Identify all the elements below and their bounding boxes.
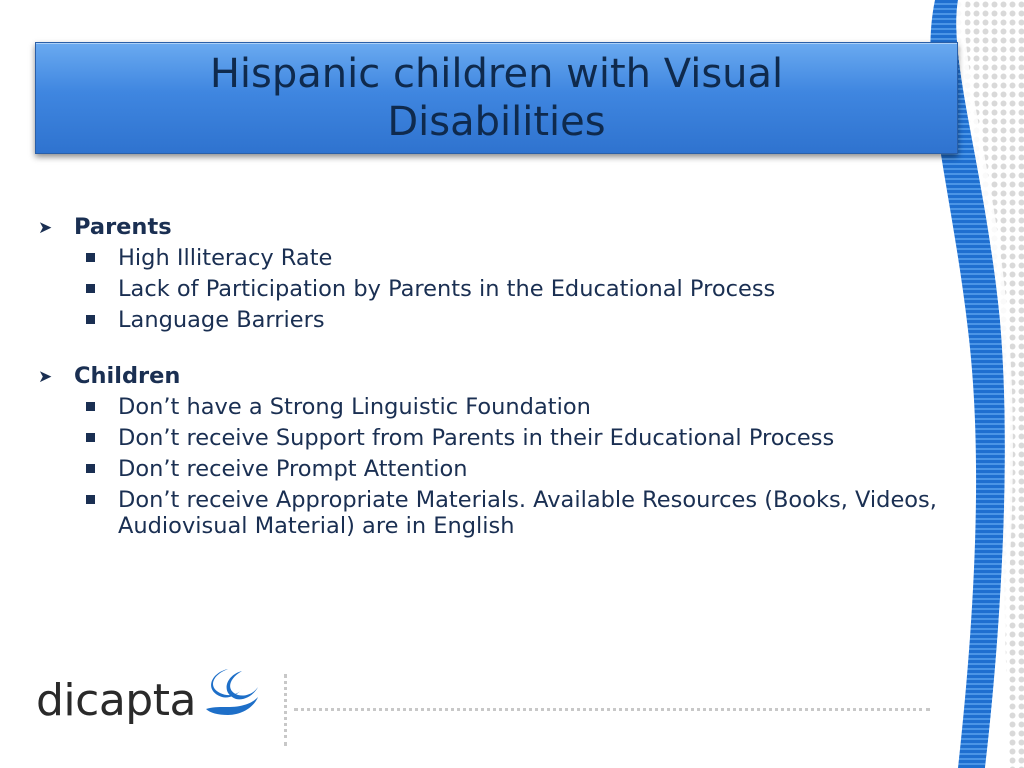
list-item (38, 245, 973, 271)
arrow-bullet-icon: ➤ (38, 218, 53, 238)
section-heading: Children (74, 363, 181, 389)
list-item-text: Don’t have a Strong Linguistic Foundation (118, 394, 591, 420)
footer-divider-vertical (284, 674, 287, 746)
square-bullet-icon (86, 402, 95, 411)
section-children (38, 361, 973, 539)
list-item (38, 307, 973, 333)
logo-wordmark: dicapta (36, 675, 196, 726)
slide-body (38, 212, 973, 567)
list-item-text: Don’t receive Support from Parents in their Educational Process (118, 425, 835, 451)
list-item (38, 487, 973, 539)
list-item (38, 425, 973, 451)
arrow-bullet-icon: ➤ (38, 367, 53, 387)
section-heading: Parents (74, 214, 172, 240)
list-item (38, 276, 973, 302)
footer-divider-horizontal (294, 708, 930, 711)
wave-mark-icon (198, 665, 260, 723)
square-bullet-icon (86, 315, 95, 324)
list-item-text: High Illiteracy Rate (118, 245, 333, 271)
list-item-text: Don’t receive Prompt Attention (118, 456, 468, 482)
square-bullet-icon (86, 284, 95, 293)
list-item-text: Lack of Participation by Parents in the Educational Process (118, 276, 776, 302)
title-bar (35, 42, 958, 154)
list-item-text: Language Barriers (118, 307, 325, 333)
list-item-text: Don’t receive Appropriate Materials. Available Resources (Books, Videos, Audiovisual Material) are in English (118, 487, 937, 539)
square-bullet-icon (86, 495, 95, 504)
square-bullet-icon (86, 433, 95, 442)
square-bullet-icon (86, 464, 95, 473)
slide-title: Hispanic children with Visual Disabilities (209, 51, 784, 145)
section-parents (38, 212, 973, 333)
section-heading-row (38, 212, 973, 245)
section-heading-row (38, 361, 973, 394)
dicapta-logo (36, 676, 260, 726)
bullet-list (38, 394, 973, 539)
bullet-list (38, 245, 973, 333)
square-bullet-icon (86, 253, 95, 262)
list-item (38, 394, 973, 420)
list-item (38, 456, 973, 482)
